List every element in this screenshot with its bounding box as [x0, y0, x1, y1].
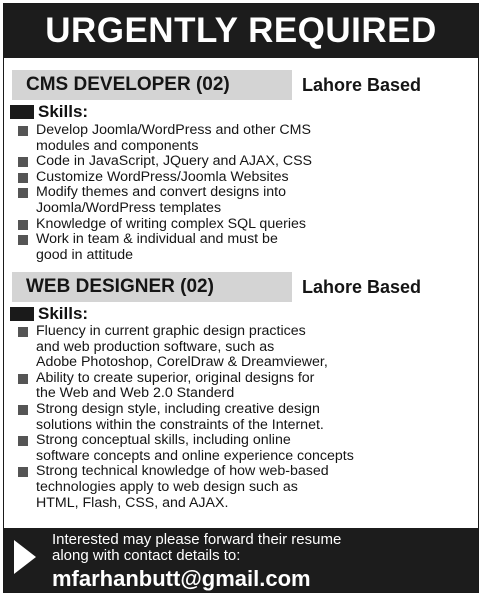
skill-text: Strong technical knowledge of how web-based technologies apply to web design such as HTML, Flash, CSS, and AJAX. — [36, 463, 329, 511]
square-bullet-icon — [18, 467, 28, 477]
list-item — [18, 402, 458, 433]
skill-text: Code in JavaScript, JQuery and AJAX, CSS — [36, 153, 312, 170]
header-banner — [4, 4, 478, 58]
skill-text: Ability to create superior, original designs for the Web and Web 2.0 Standerd — [36, 369, 315, 402]
skill-list-web-designer — [18, 324, 458, 511]
list-item — [18, 170, 458, 186]
square-bullet-icon — [18, 405, 28, 415]
job-advertisement — [3, 3, 479, 593]
skills-label: Skills: — [38, 102, 89, 121]
skill-text: Develop Joomla/WordPress and other CMS modules and components — [36, 122, 311, 154]
job-title: CMS DEVELOPER (02) — [12, 70, 292, 100]
job-title: WEB DESIGNER (02) — [12, 272, 292, 302]
list-item — [18, 123, 458, 154]
page-title: URGENTLY REQUIRED — [45, 11, 437, 50]
square-bullet-icon — [18, 235, 28, 245]
square-bullet-icon — [18, 436, 28, 446]
skill-text: Modify themes and convert designs into Joomla/WordPress templates — [36, 184, 286, 216]
contact-footer — [4, 528, 478, 593]
skills-heading — [10, 102, 88, 122]
arrow-right-icon — [14, 540, 36, 574]
list-item — [18, 324, 458, 371]
contact-email[interactable]: mfarhanbutt@gmail.com — [52, 566, 311, 591]
skills-label: Skills: — [38, 304, 89, 323]
square-bullet-icon — [18, 188, 28, 198]
list-item — [18, 232, 458, 263]
square-bullet-icon — [18, 327, 28, 337]
skills-heading — [10, 304, 88, 324]
list-item — [18, 185, 458, 216]
list-item — [18, 217, 458, 233]
section-marker — [10, 307, 34, 321]
job-location: Lahore Based — [302, 74, 422, 95]
square-bullet-icon — [18, 157, 28, 167]
square-bullet-icon — [18, 173, 28, 183]
skill-text: Strong design style, including creative design solutions within the constraints of the Internet. — [36, 400, 324, 433]
list-item — [18, 154, 458, 170]
section-marker — [10, 105, 34, 119]
list-item — [18, 371, 458, 402]
square-bullet-icon — [18, 374, 28, 384]
list-item — [18, 464, 458, 511]
skill-text: Fluency in current graphic design practices and web production software, such as Adobe Photoshop, CorelDraw & Dreamviewer, — [36, 323, 328, 371]
square-bullet-icon — [18, 126, 28, 136]
square-bullet-icon — [18, 220, 28, 230]
job-location: Lahore Based — [302, 276, 422, 297]
skill-list-cms-developer — [18, 123, 458, 263]
skill-text: Work in team & individual and must be good in attitude — [36, 231, 278, 263]
skill-text: Knowledge of writing complex SQL queries — [36, 215, 306, 232]
list-item — [18, 433, 458, 464]
job-header-cms-developer — [12, 70, 421, 100]
contact-instructions: Interested may please forward their resume along with contact details to: — [52, 531, 342, 564]
skill-text: Strong conceptual skills, including online software concepts and online experience concepts — [36, 432, 354, 464]
skill-text: Customize WordPress/Joomla Websites — [36, 168, 289, 185]
job-header-web-designer — [12, 272, 421, 302]
